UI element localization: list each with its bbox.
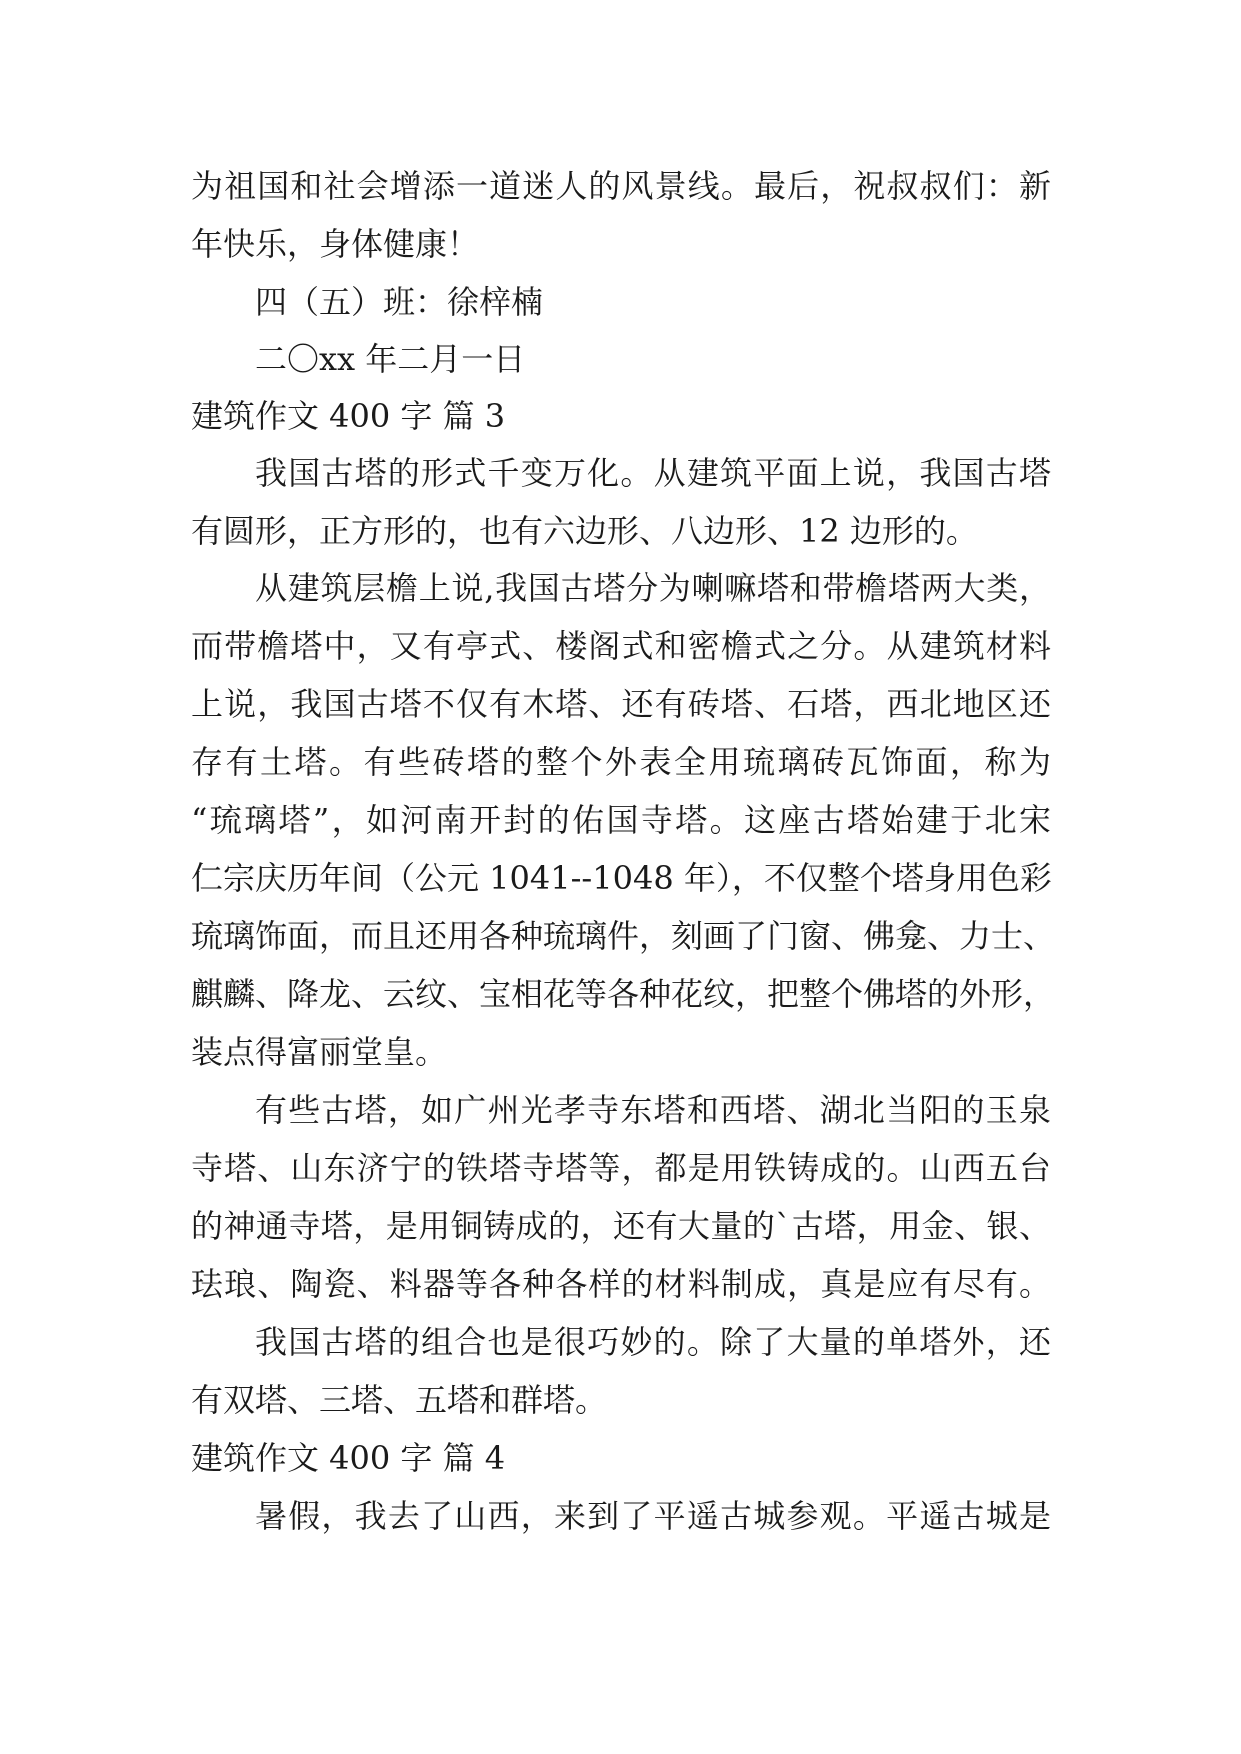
signature-class-name: 四（五）班：徐梓楠 [255, 283, 544, 321]
signature-date: 二〇xx 年二月一日 [255, 340, 526, 378]
paragraph-line: 而带檐塔中，又有亭式、楼阁式和密檐式之分。从建筑材料 [191, 627, 1051, 665]
paragraph-line: 寺塔、山东济宁的铁塔寺塔等，都是用铁铸成的。山西五台 [191, 1149, 1051, 1187]
paragraph-line: 从建筑层檐上说,我国古塔分为喇嘛塔和带檐塔两大类， [255, 569, 1051, 607]
paragraph-line: 麒麟、降龙、云纹、宝相花等各种花纹，把整个佛塔的外形， [191, 975, 1056, 1013]
section-heading-3: 建筑作文 400 字 篇 3 [191, 397, 506, 435]
paragraph-line: 仁宗庆历年间（公元 1041--1048 年），不仅整个塔身用色彩 [191, 859, 1052, 897]
paragraph-line: 暑假，我去了山西，来到了平遥古城参观。平遥古城是 [255, 1497, 1051, 1535]
paragraph-line: 装点得富丽堂皇。 [191, 1033, 448, 1071]
paragraph-line: 为祖国和社会增添一道迷人的风景线。最后，祝叔叔们：新 [191, 167, 1051, 205]
paragraph-line: 存有土塔。有些砖塔的整个外表全用琉璃砖瓦饰面，称为 [191, 743, 1051, 781]
paragraph-line: 上说，我国古塔不仅有木塔、还有砖塔、石塔，西北地区还 [191, 685, 1051, 723]
paragraph-line: 珐琅、陶瓷、料器等各种各样的材料制成，真是应有尽有。 [191, 1265, 1051, 1303]
paragraph-line: 我国古塔的形式千变万化。从建筑平面上说，我国古塔 [255, 454, 1051, 492]
paragraph-line: 有双塔、三塔、五塔和群塔。 [191, 1381, 608, 1419]
paragraph-line: 琉璃饰面，而且还用各种琉璃件，刻画了门窗、佛龛、力士、 [191, 917, 1056, 955]
section-heading-4: 建筑作文 400 字 篇 4 [191, 1439, 506, 1477]
paragraph-line: 我国古塔的组合也是很巧妙的。除了大量的单塔外，还 [255, 1323, 1051, 1361]
paragraph-line: 有圆形，正方形的，也有六边形、八边形、12 边形的。 [191, 512, 978, 550]
paragraph-line: “琉璃塔”，如河南开封的佑国寺塔。这座古塔始建于北宋 [191, 801, 1051, 839]
paragraph-line: 年快乐，身体健康！ [191, 225, 480, 263]
paragraph-line: 有些古塔，如广州光孝寺东塔和西塔、湖北当阳的玉泉 [255, 1091, 1051, 1129]
paragraph-line: 的神通寺塔，是用铜铸成的，还有大量的`古塔，用金、银、 [191, 1207, 1051, 1245]
